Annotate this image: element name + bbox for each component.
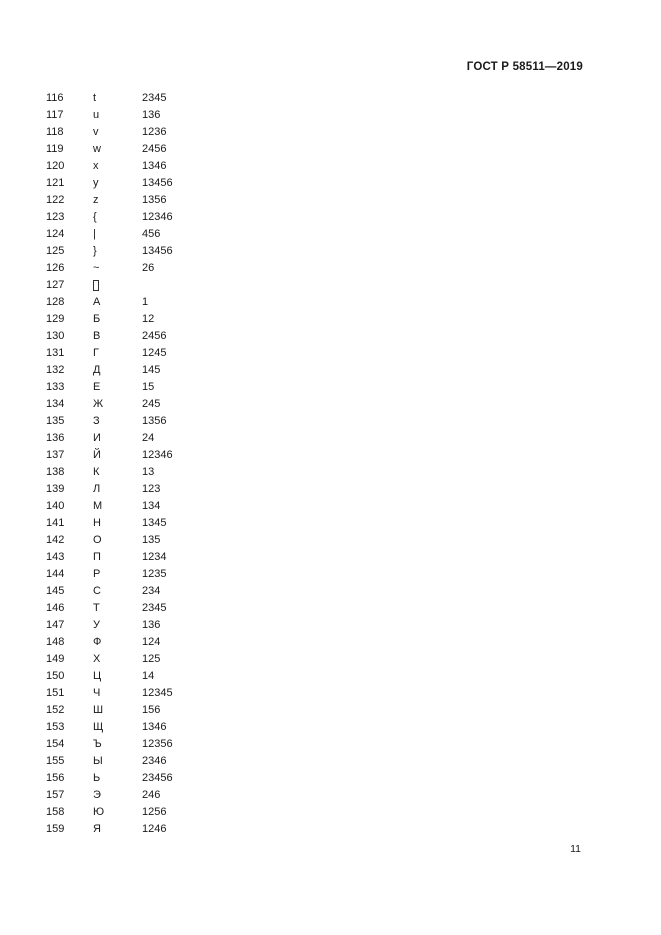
table-row	[0, 617, 661, 634]
code-cell: 150	[46, 670, 65, 682]
braille-dots-cell: 1245	[142, 347, 167, 359]
code-cell: 154	[46, 738, 65, 750]
table-row	[0, 90, 661, 107]
table-row	[0, 600, 661, 617]
code-cell: 139	[46, 483, 65, 495]
braille-dots-cell: 145	[142, 364, 161, 376]
braille-dots-cell: 1346	[142, 721, 167, 733]
character-cell: |	[93, 228, 96, 240]
code-cell: 156	[46, 772, 65, 784]
braille-dots-cell: 134	[142, 500, 161, 512]
braille-dots-cell: 1235	[142, 568, 167, 580]
braille-dots-cell: 13	[142, 466, 155, 478]
character-cell: Г	[93, 347, 99, 359]
braille-dots-cell: 1246	[142, 823, 167, 835]
character-cell: Ю	[93, 806, 105, 818]
table-row	[0, 277, 661, 294]
code-cell: 131	[46, 347, 65, 359]
table-row	[0, 430, 661, 447]
character-cell: Т	[93, 602, 100, 614]
character-cell: Д	[93, 364, 101, 376]
character-cell: y	[93, 177, 99, 189]
table-row	[0, 447, 661, 464]
character-cell: Ъ	[93, 738, 102, 750]
character-cell: Р	[93, 568, 101, 580]
code-table	[0, 90, 661, 838]
table-row	[0, 770, 661, 787]
braille-dots-cell: 1346	[142, 160, 167, 172]
table-row	[0, 804, 661, 821]
table-row	[0, 736, 661, 753]
character-cell: v	[93, 126, 99, 138]
code-cell: 120	[46, 160, 65, 172]
braille-dots-cell: 125	[142, 653, 161, 665]
character-cell: Л	[93, 483, 101, 495]
code-cell: 123	[46, 211, 65, 223]
code-cell: 143	[46, 551, 65, 563]
code-cell: 119	[46, 143, 64, 155]
braille-dots-cell: 12345	[142, 687, 173, 699]
braille-dots-cell: 1256	[142, 806, 167, 818]
character-cell: {	[93, 211, 97, 223]
character-cell: Ж	[93, 398, 104, 410]
character-cell: Х	[93, 653, 101, 665]
table-row	[0, 328, 661, 345]
character-cell: u	[93, 109, 100, 121]
page-number: 11	[570, 843, 581, 855]
character-cell: }	[93, 245, 97, 257]
table-row	[0, 515, 661, 532]
table-row	[0, 345, 661, 362]
code-cell: 125	[46, 245, 65, 257]
code-cell: 126	[46, 262, 65, 274]
table-row	[0, 821, 661, 838]
braille-dots-cell: 12356	[142, 738, 173, 750]
character-cell: Ч	[93, 687, 101, 699]
character-cell: Ц	[93, 670, 102, 682]
character-cell: Ф	[93, 636, 102, 648]
code-cell: 129	[46, 313, 65, 325]
code-cell: 158	[46, 806, 65, 818]
code-cell: 151	[46, 687, 65, 699]
code-cell: 136	[46, 432, 65, 444]
character-cell	[93, 277, 123, 294]
braille-dots-cell: 12	[142, 313, 155, 325]
table-row	[0, 583, 661, 600]
braille-dots-cell: 24	[142, 432, 155, 444]
table-row	[0, 634, 661, 651]
braille-dots-cell: 13456	[142, 177, 173, 189]
table-row	[0, 668, 661, 685]
character-cell: x	[93, 160, 99, 172]
character-cell: С	[93, 585, 101, 597]
code-cell: 152	[46, 704, 65, 716]
code-cell: 146	[46, 602, 65, 614]
braille-dots-cell: 156	[142, 704, 161, 716]
table-row	[0, 549, 661, 566]
character-cell: w	[93, 143, 101, 155]
code-cell: 117	[46, 109, 64, 121]
braille-dots-cell: 1	[142, 296, 149, 308]
table-row	[0, 719, 661, 736]
code-cell: 142	[46, 534, 65, 546]
code-cell: 133	[46, 381, 65, 393]
code-cell: 135	[46, 415, 65, 427]
code-cell: 134	[46, 398, 65, 410]
character-cell: П	[93, 551, 101, 563]
code-cell: 118	[46, 126, 64, 138]
missing-glyph-icon	[93, 280, 99, 291]
code-cell: 153	[46, 721, 65, 733]
table-row	[0, 243, 661, 260]
code-cell: 140	[46, 500, 65, 512]
braille-dots-cell: 12346	[142, 449, 173, 461]
braille-dots-cell: 26	[142, 262, 155, 274]
character-cell: z	[93, 194, 99, 206]
table-row	[0, 362, 661, 379]
code-cell: 127	[46, 279, 65, 291]
table-row	[0, 651, 661, 668]
table-row	[0, 685, 661, 702]
character-cell: Й	[93, 449, 101, 461]
character-cell: З	[93, 415, 100, 427]
braille-dots-cell: 15	[142, 381, 155, 393]
table-row	[0, 498, 661, 515]
table-row	[0, 464, 661, 481]
code-cell: 132	[46, 364, 65, 376]
braille-dots-cell: 2456	[142, 143, 167, 155]
character-cell: Ш	[93, 704, 104, 716]
table-row	[0, 396, 661, 413]
code-cell: 155	[46, 755, 65, 767]
table-row	[0, 158, 661, 175]
braille-dots-cell: 2346	[142, 755, 167, 767]
character-cell: Е	[93, 381, 101, 393]
braille-dots-cell: 2345	[142, 602, 167, 614]
braille-dots-cell: 2345	[142, 92, 167, 104]
braille-dots-cell: 135	[142, 534, 161, 546]
braille-dots-cell: 136	[142, 619, 161, 631]
table-row	[0, 753, 661, 770]
code-cell: 148	[46, 636, 65, 648]
character-cell: t	[93, 92, 97, 104]
braille-dots-cell: 245	[142, 398, 161, 410]
code-cell: 145	[46, 585, 65, 597]
code-cell: 124	[46, 228, 65, 240]
character-cell: ~	[93, 262, 100, 274]
code-cell: 147	[46, 619, 65, 631]
character-cell: М	[93, 500, 103, 512]
code-cell: 116	[46, 92, 64, 104]
table-row	[0, 787, 661, 804]
code-cell: 137	[46, 449, 65, 461]
table-row	[0, 379, 661, 396]
character-cell: А	[93, 296, 101, 308]
code-cell: 122	[46, 194, 65, 206]
code-cell: 144	[46, 568, 65, 580]
table-row	[0, 481, 661, 498]
table-row	[0, 311, 661, 328]
table-row	[0, 141, 661, 158]
code-cell: 157	[46, 789, 65, 801]
braille-dots-cell: 1345	[142, 517, 167, 529]
braille-dots-cell: 1356	[142, 415, 167, 427]
braille-dots-cell: 13456	[142, 245, 173, 257]
character-cell: Я	[93, 823, 101, 835]
table-row	[0, 124, 661, 141]
code-cell: 130	[46, 330, 65, 342]
table-row	[0, 413, 661, 430]
braille-dots-cell: 2456	[142, 330, 167, 342]
braille-dots-cell: 1234	[142, 551, 167, 563]
braille-dots-cell: 1356	[142, 194, 167, 206]
code-cell: 159	[46, 823, 65, 835]
table-row	[0, 107, 661, 124]
character-cell: У	[93, 619, 100, 631]
character-cell: Н	[93, 517, 101, 529]
character-cell: В	[93, 330, 101, 342]
braille-dots-cell: 1236	[142, 126, 167, 138]
braille-dots-cell: 12346	[142, 211, 173, 223]
braille-dots-cell: 456	[142, 228, 161, 240]
table-row	[0, 192, 661, 209]
code-cell: 138	[46, 466, 65, 478]
table-row	[0, 226, 661, 243]
table-row	[0, 294, 661, 311]
character-cell: Ы	[93, 755, 103, 767]
table-row	[0, 209, 661, 226]
table-row	[0, 532, 661, 549]
braille-dots-cell: 123	[142, 483, 161, 495]
character-cell: И	[93, 432, 101, 444]
code-cell: 149	[46, 653, 65, 665]
character-cell: Б	[93, 313, 101, 325]
braille-dots-cell: 246	[142, 789, 161, 801]
code-cell: 128	[46, 296, 65, 308]
character-cell: Щ	[93, 721, 104, 733]
table-row	[0, 175, 661, 192]
braille-dots-cell: 14	[142, 670, 155, 682]
character-cell: К	[93, 466, 100, 478]
braille-dots-cell: 124	[142, 636, 161, 648]
table-row	[0, 260, 661, 277]
character-cell: О	[93, 534, 102, 546]
code-cell: 141	[46, 517, 65, 529]
character-cell: Ь	[93, 772, 101, 784]
document-code-header: ГОСТ Р 58511—2019	[466, 61, 583, 73]
table-row	[0, 702, 661, 719]
braille-dots-cell: 23456	[142, 772, 173, 784]
character-cell: Э	[93, 789, 101, 801]
braille-dots-cell: 136	[142, 109, 161, 121]
braille-dots-cell: 234	[142, 585, 161, 597]
code-cell: 121	[46, 177, 65, 189]
table-row	[0, 566, 661, 583]
